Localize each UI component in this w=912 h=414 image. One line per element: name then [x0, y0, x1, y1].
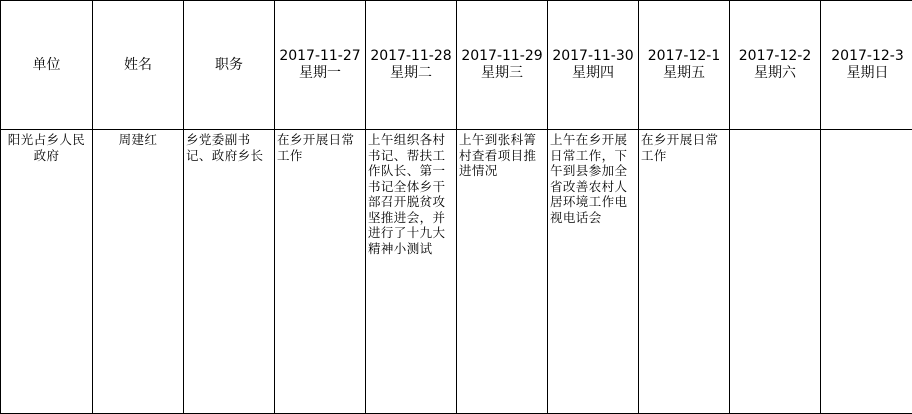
table-row: [1, 130, 912, 414]
header-thursday: [548, 1, 639, 130]
cell-thursday: [548, 130, 639, 414]
name-text: 周建红: [95, 132, 181, 148]
header-label: 姓名: [93, 57, 183, 74]
cell-saturday: [730, 130, 821, 414]
cell-monday: [275, 130, 366, 414]
header-row: [1, 1, 912, 130]
cell-name: [93, 130, 184, 414]
header-date: 2017-12-2: [730, 48, 820, 65]
header-name: [93, 1, 184, 130]
cell-sunday: [821, 130, 912, 414]
header-friday: [639, 1, 730, 130]
header-weekday: 星期五: [639, 65, 729, 82]
thursday-text: 上午在乡开展日常工作，下午到县参加全省改善农村人居环境工作电视电话会: [550, 132, 636, 225]
header-unit: [1, 1, 93, 130]
header-label: 单位: [1, 57, 92, 74]
monday-text: 在乡开展日常工作: [277, 132, 363, 163]
header-weekday: 星期日: [821, 65, 912, 82]
tuesday-text: 上午组织各村书记、帮扶工作队长、第一书记全体乡干部召开脱贫攻坚推进会，并进行了十九大精神小测试: [368, 132, 454, 256]
friday-text: 在乡开展日常工作: [641, 132, 727, 163]
header-position: [184, 1, 275, 130]
header-date: 2017-12-3: [821, 48, 912, 65]
header-label: 职务: [184, 57, 274, 74]
unit-text: 阳光占乡人民政府: [3, 132, 90, 163]
header-wednesday: [457, 1, 548, 130]
cell-position: [184, 130, 275, 414]
cell-unit: [1, 130, 93, 414]
position-text: 乡党委副书记、政府乡长: [186, 132, 272, 163]
header-monday: [275, 1, 366, 130]
header-sunday: [821, 1, 912, 130]
cell-wednesday: [457, 130, 548, 414]
header-date: 2017-12-1: [639, 48, 729, 65]
header-weekday: 星期六: [730, 65, 820, 82]
header-date: 2017-11-27: [275, 48, 365, 65]
wednesday-text: 上午到张科箐村查看项目推进情况: [459, 132, 545, 179]
header-tuesday: [366, 1, 457, 130]
header-weekday: 星期二: [366, 65, 456, 82]
header-weekday: 星期四: [548, 65, 638, 82]
cell-friday: [639, 130, 730, 414]
cell-tuesday: [366, 130, 457, 414]
header-date: 2017-11-29: [457, 48, 547, 65]
header-saturday: [730, 1, 821, 130]
header-weekday: 星期一: [275, 65, 365, 82]
header-date: 2017-11-28: [366, 48, 456, 65]
header-date: 2017-11-30: [548, 48, 638, 65]
header-weekday: 星期三: [457, 65, 547, 82]
